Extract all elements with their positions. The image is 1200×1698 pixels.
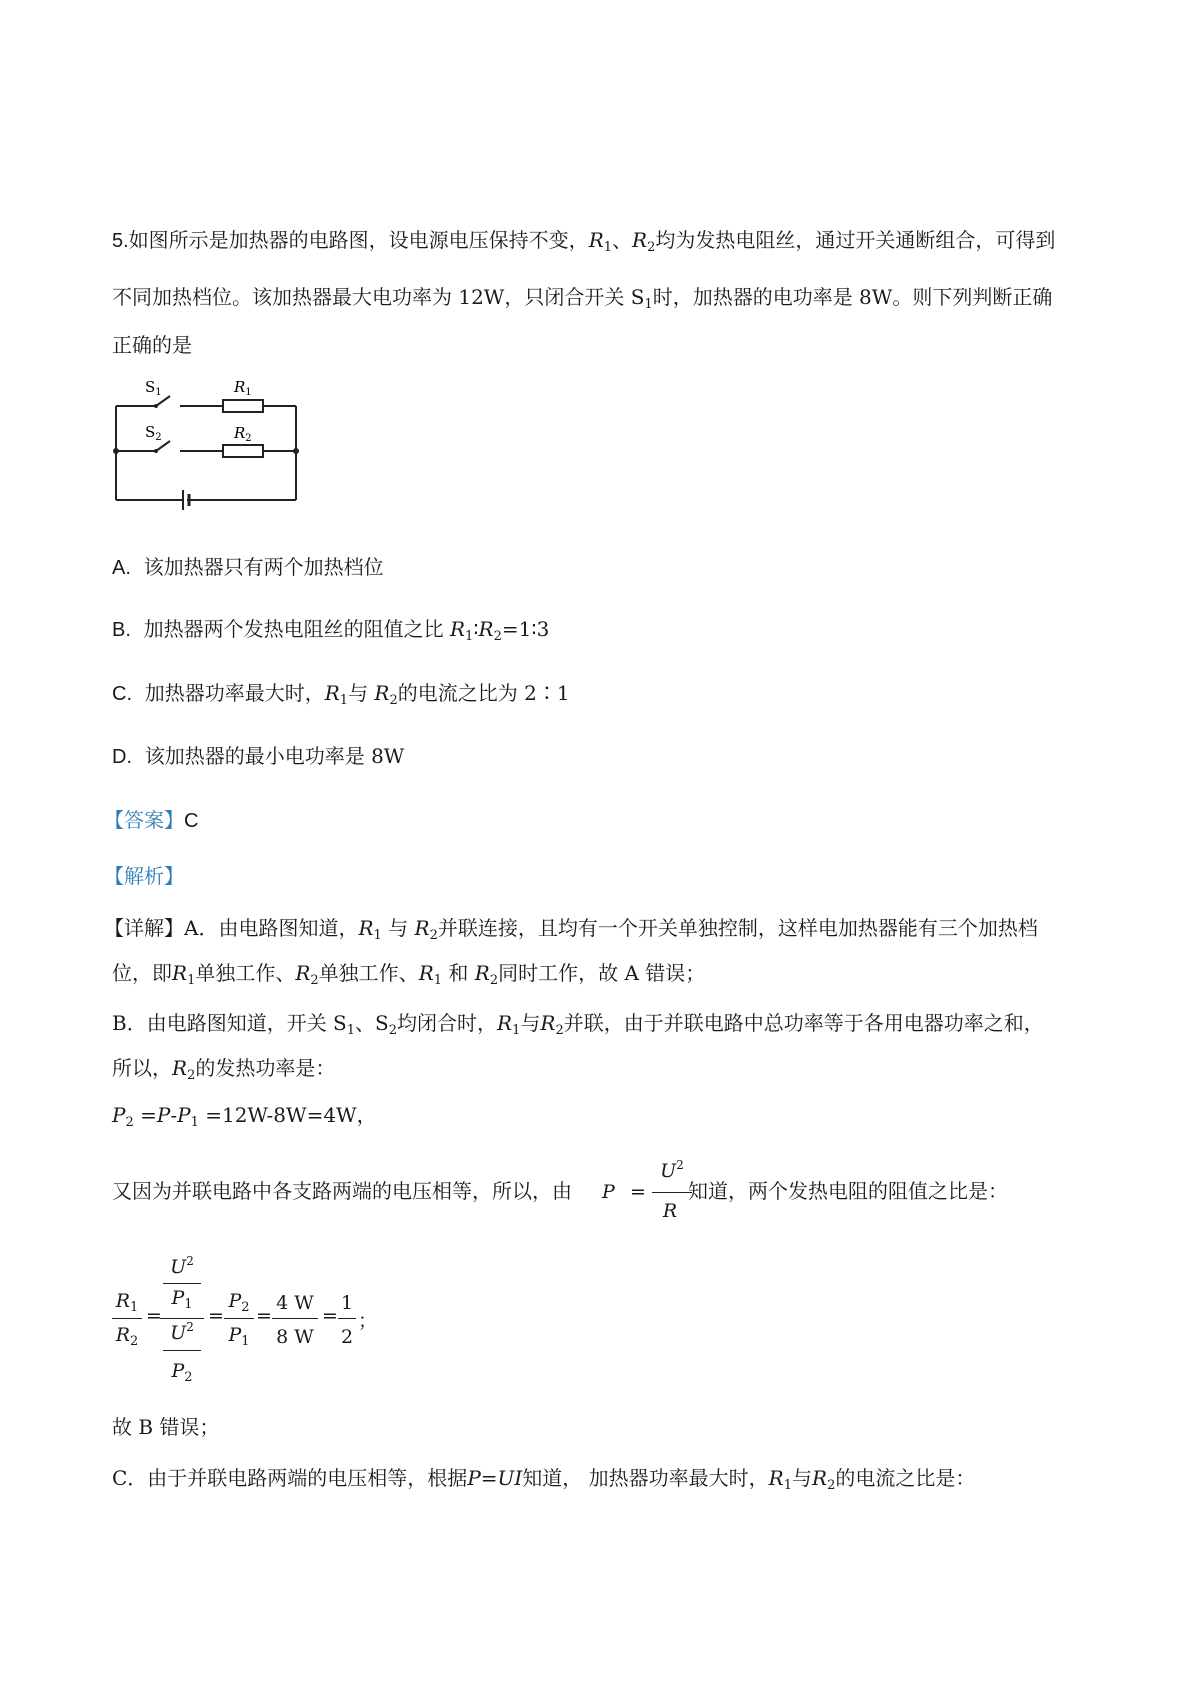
- eq-r2: $R_2$: [115, 1324, 139, 1349]
- inline-frac-den: R: [662, 1200, 678, 1222]
- label-s1: $S_1$: [145, 378, 162, 398]
- eq-end: ；: [358, 1310, 378, 1332]
- junction-right: [293, 448, 299, 454]
- eq-p2-num: $P_2$: [228, 1290, 250, 1315]
- option-c-label: C.: [112, 683, 132, 705]
- analysis-p6-text: 又因为并联电路中各支路两端的电压相等，所以，由: [112, 1179, 572, 1203]
- eq-p1-den: $P_1$: [228, 1324, 250, 1349]
- analysis-p8: C．由于并联电路两端的电压相等，根据P=UI知道， 加热器功率最大时，$R_1$与$R_2$的电流之比是：: [112, 1466, 976, 1493]
- eq-r-bar: [112, 1318, 142, 1319]
- answer-value: C: [184, 810, 199, 832]
- option-d-label: D.: [112, 746, 132, 768]
- eq-u-top: $U^2$: [170, 1254, 194, 1278]
- answer-tag: 【答案】: [104, 808, 184, 832]
- junction-left: [113, 448, 119, 454]
- analysis-p2: 位，即$R_1$单独工作、$R_2$单独工作、$R_1$ 和 $R_2$同时工作，故 A 错误；: [112, 961, 706, 988]
- answer-line: [104, 810, 198, 831]
- eq-p1-inner: $P_1$: [171, 1287, 193, 1312]
- eq-equal-2: =: [208, 1305, 224, 1327]
- label-r2: $R_2$: [234, 424, 252, 444]
- analysis-p6-text-b: 知道，两个发热电阻的阻值之比是：: [688, 1179, 1008, 1203]
- eq-one: 1: [340, 1292, 354, 1314]
- eq-equal-1: =: [146, 1305, 162, 1327]
- eq-r1: $R_1$: [115, 1290, 139, 1315]
- analysis-p7: 故 B 错误；: [112, 1415, 220, 1439]
- option-d: D. 该加热器的最小电功率是 8W: [112, 744, 405, 768]
- question-line-1: 5.如图所示是加热器的电路图，设电源电压保持不变，$R_1$、$R_2$均为发热电阻丝，通过开关通断组合，可得到: [112, 228, 1056, 255]
- eq-inner-bar-1: [163, 1283, 201, 1284]
- question-line-3: 正确的是: [112, 333, 192, 357]
- circuit-diagram: [100, 372, 305, 512]
- eq-8w: 8 W: [276, 1326, 314, 1348]
- option-a: A. 该加热器只有两个加热档位: [112, 555, 384, 579]
- option-b-label: B.: [112, 619, 131, 641]
- inline-frac-bar: [652, 1192, 692, 1193]
- eq-equal-3: =: [256, 1305, 272, 1327]
- question-line-2: 不同加热档位。该加热器最大电功率为 12W，只闭合开关 $S_1$时，加热器的电功率是 8W。则下列判断正确: [112, 285, 1053, 312]
- label-r1: $R_1$: [234, 378, 252, 398]
- analysis-p4: 所以，$R_2$的发热功率是：: [112, 1056, 336, 1083]
- analysis-p3: B．由电路图知道，开关 $S_1$、$S_2$均闭合时，$R_1$与$R_2$并联，由于并联电路中总功率等于各用电器功率之和，: [112, 1011, 1044, 1038]
- eq-half-bar: [338, 1318, 356, 1319]
- eq-inner-bar-2: [163, 1350, 201, 1351]
- option-a-label: A.: [112, 557, 131, 579]
- eq-u-bottom: $U^2$: [170, 1320, 194, 1344]
- eq-4w: 4 W: [276, 1292, 314, 1314]
- eq-equal-4: =: [322, 1305, 338, 1327]
- eq-main-bar: [160, 1318, 204, 1319]
- inline-frac-num: $U^2$: [660, 1158, 684, 1182]
- question-number: 5.: [112, 230, 129, 252]
- inline-eq: =: [630, 1181, 646, 1203]
- option-c: C. 加热器功率最大时，$R_1$与 $R_2$的电流之比为 2∶1: [112, 681, 570, 708]
- eq-two: 2: [340, 1326, 354, 1348]
- analysis-p5: $P_2 =P-P_1 =12W-8W=4W$，: [112, 1103, 377, 1130]
- label-s2: $S_2$: [145, 423, 162, 443]
- eq-w-bar: [272, 1318, 318, 1319]
- option-b: B. 加热器两个发热电阻丝的阻值之比 $R_1∶R_2=1∶3$: [112, 617, 550, 644]
- eq-p-bar: [224, 1318, 254, 1319]
- analysis-tag: 【解析】: [104, 864, 184, 888]
- eq-p2-inner: $P_2$: [171, 1360, 193, 1385]
- analysis-p1: 【详解】A．由电路图知道，$R_1$ 与 $R_2$并联连接，且均有一个开关单独控制，这样电加热器能有三个加热档: [104, 916, 1038, 943]
- inline-p: P: [602, 1181, 615, 1203]
